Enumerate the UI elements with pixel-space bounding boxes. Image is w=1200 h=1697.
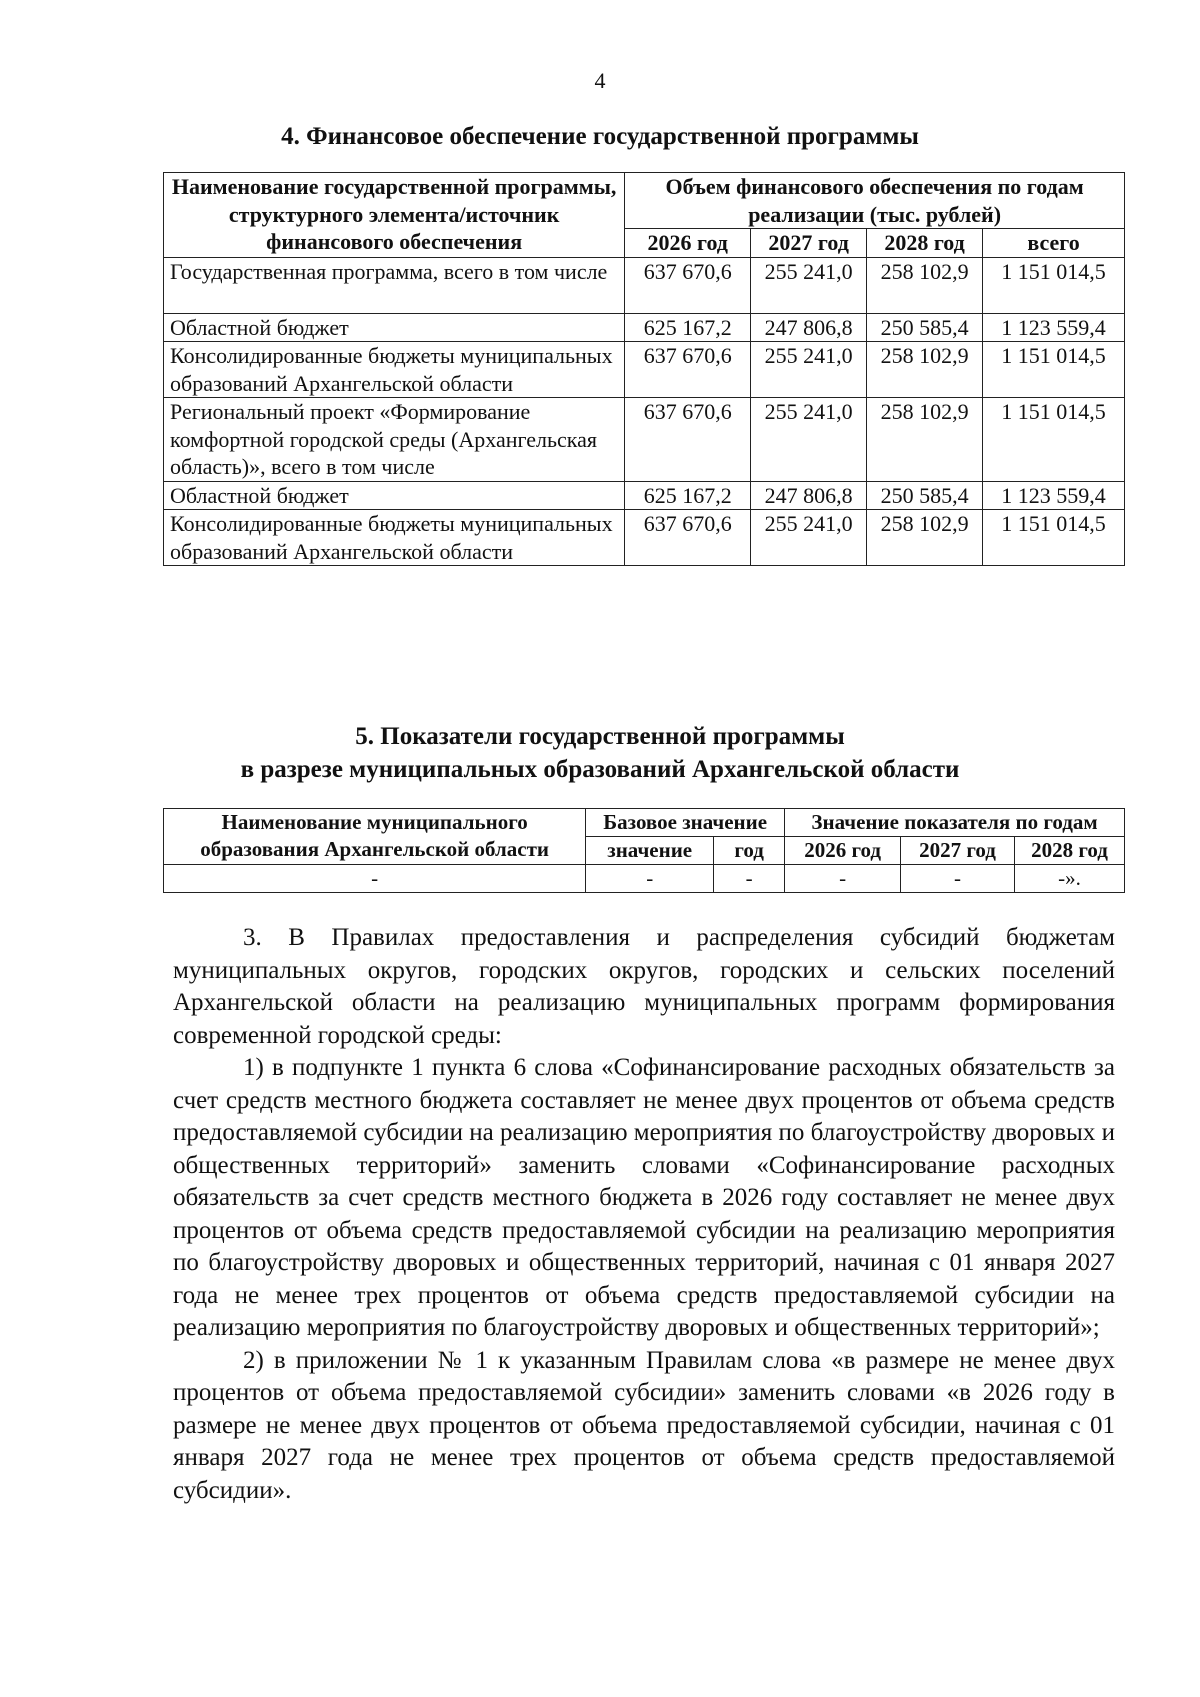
row-name: Областной бюджет — [164, 313, 625, 342]
table-header-row — [164, 809, 1125, 837]
cell-value: 255 241,0 — [751, 398, 867, 482]
paragraph: 3. В Правилах предоставления и распределения субсидий бюджетам муниципальных округов, городских округов, городских и сельских поселений Архангельской области на реализацию муниципальных программ формирования современной городской среды: — [173, 924, 1115, 1049]
cell-value: 637 670,6 — [625, 510, 751, 566]
section-5-title-line-2: в разрезе муниципальных образований Архангельской области — [240, 756, 960, 783]
cell-value: 637 670,6 — [625, 342, 751, 398]
cell-value: 637 670,6 — [625, 257, 751, 313]
cell-value: - — [785, 865, 901, 893]
table-row — [164, 342, 1125, 398]
header-year: год — [714, 837, 785, 865]
financing-table — [163, 172, 1125, 566]
cell-value: 1 151 014,5 — [983, 510, 1125, 566]
header-total: всего — [983, 229, 1125, 258]
header-year: 2027 год — [901, 837, 1015, 865]
table-row — [164, 510, 1125, 566]
cell-value: 637 670,6 — [625, 398, 751, 482]
header-year: 2026 год — [785, 837, 901, 865]
indicators-table — [163, 808, 1125, 893]
cell-value: 1 151 014,5 — [983, 342, 1125, 398]
header-program-name: Наименование государственной программы, структурного элемента/источник финансового обеспечения — [164, 173, 625, 258]
table-header-row — [164, 173, 1125, 229]
cell-value: 1 123 559,4 — [983, 313, 1125, 342]
cell-value: - — [164, 865, 586, 893]
header-year: 2026 год — [625, 229, 751, 258]
cell-value: 625 167,2 — [625, 313, 751, 342]
cell-value: 625 167,2 — [625, 481, 751, 510]
page-number: 4 — [594, 68, 606, 93]
table-row — [164, 481, 1125, 510]
cell-value: -». — [1015, 865, 1125, 893]
cell-value: 258 102,9 — [867, 257, 983, 313]
header-value: значение — [586, 837, 714, 865]
table-row — [164, 313, 1125, 342]
header-municipality: Наименование муниципального образования Архангельской области — [164, 809, 586, 865]
cell-value: 255 241,0 — [751, 510, 867, 566]
cell-value: - — [586, 865, 714, 893]
cell-value: 258 102,9 — [867, 510, 983, 566]
header-base-value: Базовое значение — [586, 809, 785, 837]
cell-value: 250 585,4 — [867, 313, 983, 342]
document-body — [173, 922, 1115, 1507]
cell-value: 255 241,0 — [751, 342, 867, 398]
row-name: Областной бюджет — [164, 481, 625, 510]
paragraph: 1) в подпункте 1 пункта 6 слова «Софинансирование расходных обязательств за счет средств местного бюджета составляет не менее двух процентов от объема средств предоставляемой субсидии на реализацию мероприятия по благоустройству дворовых и общественных территорий» заменить словами «Софинансирование расходных обязательств за счет средств местного бюджета в 2026 году составляет не менее двух процентов от объема средств предоставляемой субсидии на реализацию мероприятия по благоустройству дворовых и общественных территорий, начиная с 01 января 2027 года не менее трех процентов от объема средств предоставляемой субсидии на реализацию мероприятия по благоустройству дворовых и общественных территорий»; — [173, 1054, 1115, 1341]
cell-value: 247 806,8 — [751, 481, 867, 510]
row-name: Региональный проект «Формирование комфортной городской среды (Архангельская область)», всего в том числе — [164, 398, 625, 482]
cell-value: - — [714, 865, 785, 893]
header-year: 2027 год — [751, 229, 867, 258]
table-row — [164, 257, 1125, 313]
cell-value: 255 241,0 — [751, 257, 867, 313]
section-5-title-line-1: 5. Показатели государственной программы — [355, 723, 845, 750]
header-year: 2028 год — [1015, 837, 1125, 865]
cell-value: - — [901, 865, 1015, 893]
row-name: Государственная программа, всего в том числе — [164, 257, 625, 313]
header-indicator-value: Значение показателя по годам — [785, 809, 1125, 837]
table-row — [164, 398, 1125, 482]
row-name: Консолидированные бюджеты муниципальных образований Архангельской области — [164, 510, 625, 566]
cell-value: 1 151 014,5 — [983, 257, 1125, 313]
cell-value: 250 585,4 — [867, 481, 983, 510]
cell-value: 258 102,9 — [867, 342, 983, 398]
row-name: Консолидированные бюджеты муниципальных образований Архангельской области — [164, 342, 625, 398]
cell-value: 1 151 014,5 — [983, 398, 1125, 482]
header-financing-volume: Объем финансового обеспечения по годам реализации (тыс. рублей) — [625, 173, 1125, 229]
header-year: 2028 год — [867, 229, 983, 258]
section-4-title: 4. Финансовое обеспечение государственной программы — [281, 123, 919, 150]
cell-value: 247 806,8 — [751, 313, 867, 342]
cell-value: 1 123 559,4 — [983, 481, 1125, 510]
paragraph: 2) в приложении № 1 к указанным Правилам слова «в размере не менее двух процентов от объема предоставляемой субсидии» заменить словами «в 2026 году в размере не менее двух процентов от объема предоставляемой субсидии, начиная с 01 января 2027 года не менее трех процентов от объема средств предоставляемой субсидии». — [173, 1346, 1115, 1504]
cell-value: 258 102,9 — [867, 398, 983, 482]
table-row — [164, 865, 1125, 893]
